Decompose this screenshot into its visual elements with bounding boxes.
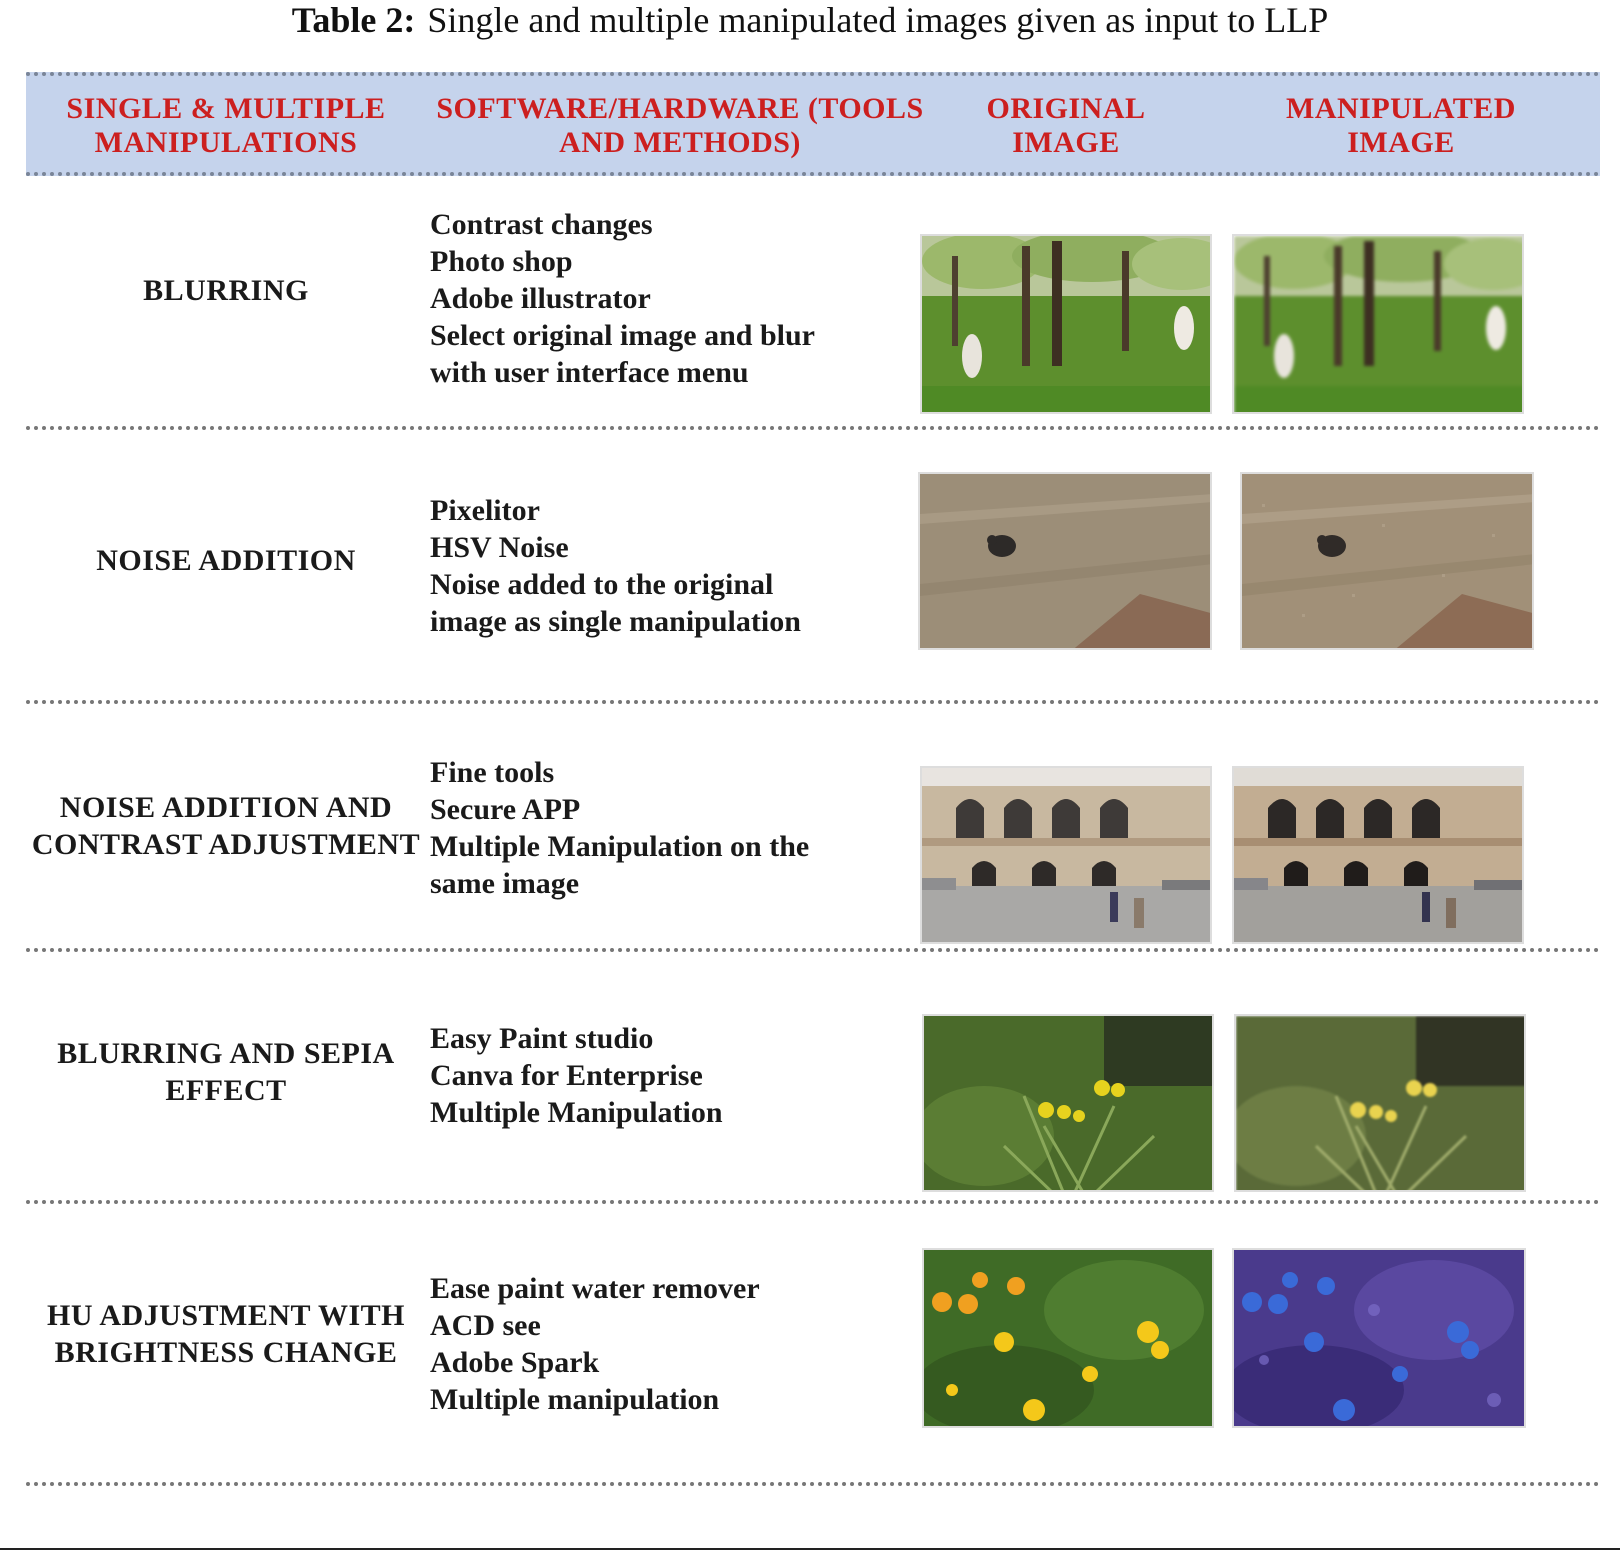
tools-list <box>430 754 950 902</box>
tool-line: Canva for Enterprise <box>430 1059 703 1092</box>
tool-line: with user interface menu <box>430 356 749 389</box>
manipulated-image-building-noisy-contrast <box>1232 766 1524 944</box>
manipulation-label: NOISE ADDITION <box>96 543 356 577</box>
manipulation-label: BLURRING <box>143 273 309 307</box>
caption-text: Single and multiple manipulated images given as input to LLP <box>427 0 1329 40</box>
tool-line: Noise added to the original <box>430 568 774 601</box>
tool-line: Fine tools <box>430 756 555 789</box>
manipulated-image-yellow-flowers-sepia <box>1234 1014 1526 1192</box>
tool-line: HSV Noise <box>430 531 569 564</box>
table-row <box>26 430 1600 700</box>
table-row <box>26 704 1600 948</box>
tool-line: Multiple manipulation <box>430 1383 720 1416</box>
tool-line: Adobe Spark <box>430 1346 600 1379</box>
table-caption <box>0 0 1620 40</box>
manipulation-label: NOISE ADDITION AND CONTRAST ADJUSTMENT <box>31 791 421 861</box>
tool-line: Adobe illustrator <box>430 282 651 315</box>
manipulated-image-blue-hue-flowers <box>1232 1248 1526 1428</box>
tool-line: image as single manipulation <box>430 605 801 638</box>
manipulated-image-park-blurred <box>1232 234 1524 414</box>
tool-line: Photo shop <box>430 245 573 278</box>
caption-label: Table 2: <box>291 0 416 40</box>
tool-line: ACD see <box>430 1309 541 1342</box>
manipulated-image-bird-noisy <box>1240 472 1534 650</box>
table-row <box>26 1204 1600 1480</box>
header-original-image: ORIGINAL IMAGE <box>986 92 1146 159</box>
tool-line: Multiple Manipulation <box>430 1096 723 1129</box>
tool-line: Ease paint water remover <box>430 1272 760 1305</box>
page-bottom-rule <box>0 1548 1620 1550</box>
row-divider <box>26 1482 1600 1486</box>
header-manipulations: SINGLE & MULTIPLE MANIPULATIONS <box>66 92 386 159</box>
original-image-park <box>920 234 1212 414</box>
manipulation-label: HU ADJUSTMENT WITH BRIGHTNESS CHANGE <box>47 1299 405 1369</box>
tool-line: Easy Paint studio <box>430 1022 654 1055</box>
original-image-orange-flowers <box>922 1248 1214 1428</box>
tool-line: Contrast changes <box>430 208 653 241</box>
tools-list <box>430 1270 950 1418</box>
header-tools: SOFTWARE/HARDWARE (TOOLS AND METHODS) <box>436 92 924 159</box>
header-manipulated-image: MANIPULATED IMAGE <box>1286 92 1516 159</box>
table-row <box>26 180 1600 424</box>
table-row <box>26 952 1600 1200</box>
tools-list <box>430 492 950 640</box>
tool-line: Select original image and blur <box>430 319 815 352</box>
tool-line: Secure APP <box>430 793 581 826</box>
tools-list <box>430 1020 950 1131</box>
original-image-yellow-flowers <box>922 1014 1214 1192</box>
tool-line: Multiple Manipulation on the <box>430 830 810 863</box>
original-image-bird <box>918 472 1212 650</box>
tool-line: same image <box>430 867 580 900</box>
original-image-building <box>920 766 1212 944</box>
manipulation-label: BLURRING AND SEPIA EFFECT <box>57 1037 395 1107</box>
table-header <box>26 72 1600 176</box>
tools-list <box>430 206 950 391</box>
tool-line: Pixelitor <box>430 494 540 527</box>
